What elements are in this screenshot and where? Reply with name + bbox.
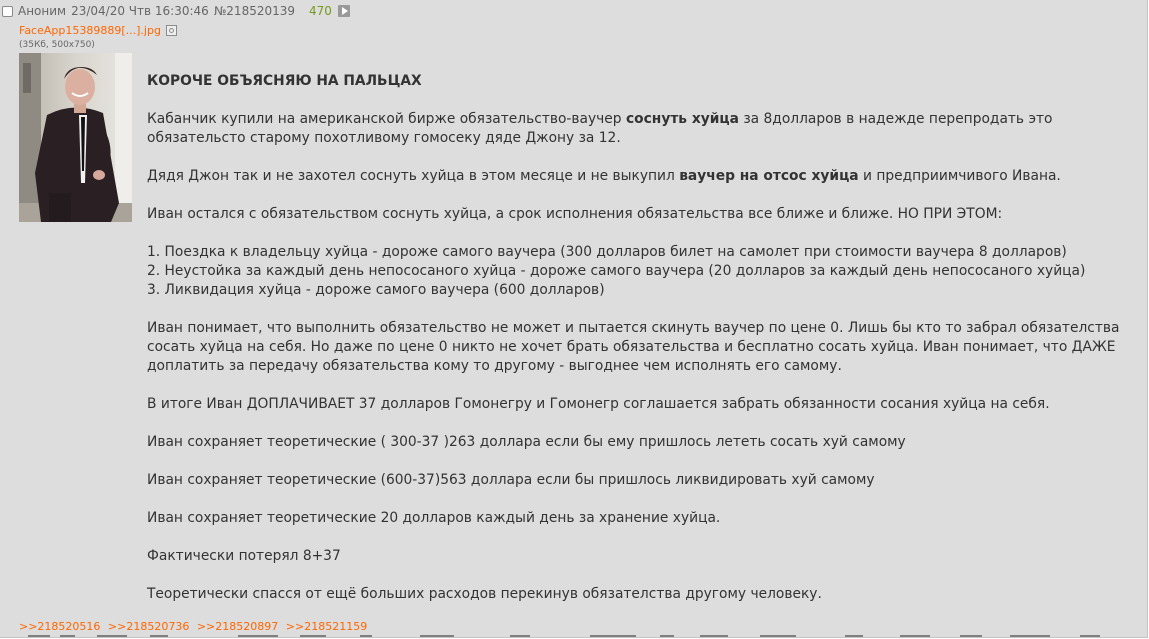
reply-link[interactable]: >>218521159 <box>285 620 368 633</box>
post-counter: 470 <box>309 4 332 18</box>
post-number[interactable]: №218520139 <box>213 4 296 18</box>
message-list <box>147 243 1132 300</box>
message-paragraph: Иван остался с обязательством соснуть хуйца, а срок исполнения обязательства все ближе и ближе. НО ПРИ ЭТОМ: <box>147 206 1003 222</box>
message-paragraph: Иван сохраняет теоретические (600-37)563 доллара если бы пришлось ликвидировать хуй самому <box>147 472 875 488</box>
file-name-link[interactable]: FaceApp15389889[...].jpg <box>19 24 161 37</box>
message-paragraph: Теоретически спасся от ещё больших расходов перекинув обязателства другому человеку. <box>147 586 822 602</box>
next-post-edge <box>0 634 1147 638</box>
thumbnail-image[interactable] <box>19 53 132 222</box>
post-date: 23/04/20 Чтв 16:30:46 <box>71 4 209 18</box>
message-paragraph: Фактически потерял 8+37 <box>147 548 341 564</box>
post-replies <box>19 620 371 633</box>
poster-name: Аноним <box>18 4 67 18</box>
message-paragraph: Иван сохраняет теоретические 20 долларов каждый день за хранение хуйца. <box>147 510 721 526</box>
play-icon[interactable] <box>338 5 350 17</box>
reply-link[interactable]: >>218520736 <box>107 620 190 633</box>
list-item: 2. Неустойка за каждый день непососаного хуйца - дороже самого ваучера (20 долларов за каждый день непососаного хуйца) <box>147 263 1086 279</box>
magnifier-icon[interactable] <box>166 25 177 36</box>
message-paragraph: Иван понимает, что выполнить обязательство не может и пытается скинуть ваучер по цене 0. Лишь бы кто то забрал обязателства сосать хуйца на себя. Но даже по цене 0 никто не хочет брать обязательства и бесплатно сосать хуйца. Иван понимает, что ДАЖЕ доплатить за передачу обязательства кому то другому - выгоднее чем исполнять его самому. <box>147 320 1120 374</box>
reply-link[interactable]: >>218520516 <box>19 620 101 633</box>
message-paragraph: В итоге Иван ДОПЛАЧИВАЕТ 37 долларов Гомонегру и Гомонегр соглашается забрать обязанности сосания хуйца на себя. <box>147 396 1050 412</box>
list-item: 3. Ликвидация хуйца - дороже самого ваучера (600 долларов) <box>147 282 605 298</box>
post-select-checkbox[interactable] <box>2 6 13 17</box>
message-paragraph: Кабанчик купили на американской бирже обязательство-ваучер соснуть хуйца за 8долларов в надежде перепродать это обязательсто старому похотливому гомосеку дяде Джону за 12. <box>147 111 1053 146</box>
post-details <box>2 3 350 19</box>
message-paragraph: Дядя Джон так и не захотел соснуть хуйца в этом месяце и не выкупил ваучер на отсос хуйца и предприимчивого Ивана. <box>147 168 1061 184</box>
file-attachment-header <box>19 24 177 37</box>
file-info: (35Кб, 500x750) <box>19 40 95 50</box>
post-message <box>147 72 1132 604</box>
reply-link[interactable]: >>218520897 <box>196 620 279 633</box>
list-item: 1. Поездка к владельцу хуйца - дороже самого ваучера (300 долларов билет на самолет при стоимости ваучера 8 долларов) <box>147 244 1067 260</box>
message-paragraph: Иван сохраняет теоретические ( 300-37 )263 доллара если бы ему пришлось лететь сосать хуй самому <box>147 434 906 450</box>
message-heading: КОРОЧЕ ОБЪЯСНЯЮ НА ПАЛЬЦАХ <box>147 73 422 89</box>
